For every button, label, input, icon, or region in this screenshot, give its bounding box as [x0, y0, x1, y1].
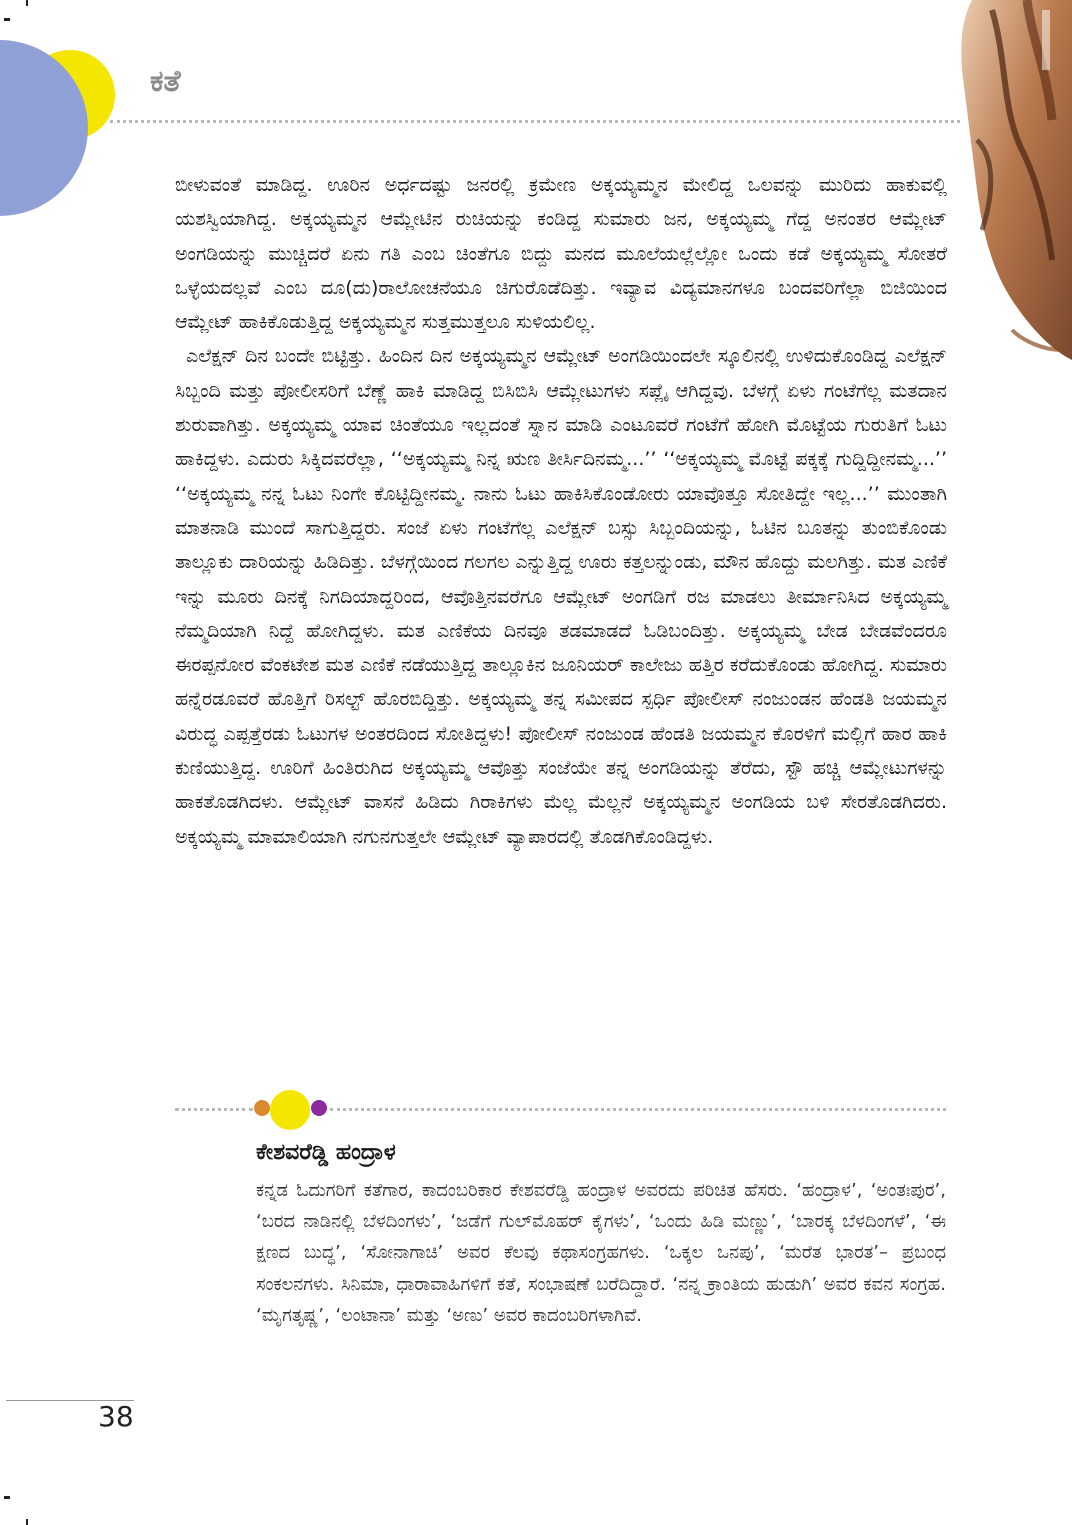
decorative-circles: [0, 40, 130, 260]
story-paragraph: ಬೀಳುವಂತೆ ಮಾಡಿದ್ದ. ಊರಿನ ಅರ್ಧದಷ್ಟು ಜನರಲ್ಲಿ ಕ್ರಮೇಣ ಅಕ್ಕಯ್ಯಮ್ಮನ ಮೇಲಿದ್ದ ಒಲವನ್ನು ಮುರಿದು ಹಾಕುವಲ್ಲಿ ಯಶಸ್ವಿಯಾಗಿದ್ದ. ಅಕ್ಕಯ್ಯಮ್ಮನ ಆಮ್ಲೇಟಿನ ರುಚಿಯನ್ನು ಕಂಡಿದ್ದ ಸುಮಾರು ಜನ, ಅಕ್ಕಯ್ಯಮ್ಮ ಗೆದ್ದ ಅನಂತರ ಆಮ್ಲೇಟ್ ಅಂಗಡಿಯನ್ನು ಮುಚ್ಚಿದರೆ ಏನು ಗತಿ ಎಂಬ ಚಿಂತೆಗೂ ಬಿದ್ದು ಮನದ ಮೂಲೆಯಲ್ಲೆಲ್ಲೋ ಒಂದು ಕಡೆ ಅಕ್ಕಯ್ಯಮ್ಮ ಸೋತರೆ ಒಳ್ಳೆಯದಲ್ಲವೆ ಎಂಬ ದೂ(ದು)ರಾಲೋಚನೆಯೂ ಚಿಗುರೊಡೆದಿತ್ತು. ಇವ್ಯಾವ ವಿದ್ಯಮಾನಗಳೂ ಬಂದವರಿಗೆಲ್ಲಾ ಬಿಜಿಯಿಂದ ಆಮ್ಲೇಟ್ ಹಾಕಿಕೊಡುತ್ತಿದ್ದ ಅಕ್ಕಯ್ಯಮ್ಮನ ಸುತ್ತಮುತ್ತಲೂ ಸುಳಿಯಲಿಲ್ಲ.: [175, 174, 947, 334]
divider-dotted-rule-right: [330, 1108, 946, 1111]
crop-mark-bottom-left: [4, 1496, 10, 1499]
page-number: 38: [98, 1400, 134, 1433]
story-body: [175, 168, 947, 854]
section-title: ಕತೆ: [150, 64, 181, 99]
crop-mark-top: [26, 0, 28, 6]
author-note: [256, 1140, 946, 1331]
crop-mark-bottom: [26, 1519, 28, 1525]
purple-dot: [311, 1100, 327, 1116]
orange-dot: [254, 1100, 270, 1116]
story-paragraph: ಎಲೆಕ್ಷನ್ ದಿನ ಬಂದೇ ಬಿಟ್ಟಿತ್ತು. ಹಿಂದಿನ ದಿನ ಅಕ್ಕಯ್ಯಮ್ಮನ ಆಮ್ಲೇಟ್ ಅಂಗಡಿಯಿಂದಲೇ ಸ್ಕೂಲಿನಲ್ಲಿ ಉಳಿದುಕೊಂಡಿದ್ದ ಎಲೆಕ್ಷನ್ ಸಿಬ್ಬಂದಿ ಮತ್ತು ಪೋಲೀಸರಿಗೆ ಬೆಣ್ಣೆ ಹಾಕಿ ಮಾಡಿದ್ದ ಬಿಸಿಬಿಸಿ ಆಮ್ಲೇಟುಗಳು ಸಪ್ಲೈ ಆಗಿದ್ದವು. ಬೆಳಗ್ಗೆ ಏಳು ಗಂಟೆಗೆಲ್ಲ ಮತದಾನ ಶುರುವಾಗಿತ್ತು. ಅಕ್ಕಯ್ಯಮ್ಮ ಯಾವ ಚಿಂತೆಯೂ ಇಲ್ಲದಂತೆ ಸ್ನಾನ ಮಾಡಿ ಎಂಟೂವರೆ ಗಂಟೆಗೆ ಹೋಗಿ ಮೊಟ್ಟೆಯ ಗುರುತಿಗೆ ಓಟು ಹಾಕಿದ್ದಳು. ಎದುರು ಸಿಕ್ಕಿದವರೆಲ್ಲಾ, ‘‘ಅಕ್ಕಯ್ಯಮ್ಮ ನಿನ್ನ ಋಣ ತೀರ್ಸಿದಿನಮ್ಮ...’’ ‘‘ಅಕ್ಕಯ್ಯಮ್ಮ ಮೊಟ್ಟೆ ಪಕ್ಕಕ್ಕೆ ಗುದ್ದಿದ್ದೀನಮ್ಮ...’’ ‘‘ಅಕ್ಕಯ್ಯಮ್ಮ ನನ್ನ ಓಟು ನಿಂಗೇ ಕೊಟ್ಟಿದ್ದೀನಮ್ಮ. ನಾನು ಓಟು ಹಾಕಿಸಿಕೊಂಡೋರು ಯಾವೊತ್ತೂ ಸೋತಿದ್ದೇ ಇಲ್ಲ...’’ ಮುಂತಾಗಿ ಮಾತನಾಡಿ ಮುಂದೆ ಸಾಗುತ್ತಿದ್ದರು. ಸಂಜೆ ಏಳು ಗಂಟೆಗೆಲ್ಲ ಎಲೆಕ್ಷನ್ ಬಸ್ಸು ಸಿಬ್ಬಂದಿಯನ್ನು, ಓಟಿನ ಬೂತನ್ನು ತುಂಬಿಕೊಂಡು ತಾಲ್ಲೂಕು ದಾರಿಯನ್ನು ಹಿಡಿದಿತ್ತು. ಬೆಳಗ್ಗೆಯಿಂದ ಗಲಗಲ ಎನ್ನುತ್ತಿದ್ದ ಊರು ಕತ್ತಲನ್ನುಂಡು, ಮೌನ ಹೊದ್ದು ಮಲಗಿತ್ತು. ಮತ ಎಣಿಕೆ ಇನ್ನು ಮೂರು ದಿನಕ್ಕೆ ನಿಗದಿಯಾದ್ದರಿಂದ, ಆವೊತ್ತಿನವರೆಗೂ ಆಮ್ಲೇಟ್ ಅಂಗಡಿಗೆ ರಜ ಮಾಡಲು ತೀರ್ಮಾನಿಸಿದ ಅಕ್ಕಯ್ಯಮ್ಮ ನೆಮ್ಮದಿಯಾಗಿ ನಿದ್ದೆ ಹೋಗಿದ್ದಳು. ಮತ ಎಣಿಕೆಯ ದಿನವೂ ತಡಮಾಡದೆ ಓಡಿಬಂದಿತ್ತು. ಅಕ್ಕಯ್ಯಮ್ಮ ಬೇಡ ಬೇಡವೆಂದರೂ ಈರಪ್ಪನೋರ ವೆಂಕಟೇಶ ಮತ ಎಣಿಕೆ ನಡೆಯುತ್ತಿದ್ದ ತಾಲ್ಲೂಕಿನ ಜೂನಿಯರ್ ಕಾಲೇಜು ಹತ್ತಿರ ಕರೆದುಕೊಂಡು ಹೋಗಿದ್ದ. ಸುಮಾರು ಹನ್ನೆರಡೂವರೆ ಹೊತ್ತಿಗೆ ರಿಸಲ್ಟ್ ಹೊರಬಿದ್ದಿತ್ತು. ಅಕ್ಕಯ್ಯಮ್ಮ ತನ್ನ ಸಮೀಪದ ಸ್ಪರ್ಧಿ ಪೋಲೀಸ್ ನಂಜುಂಡನ ಹೆಂಡತಿ ಜಯಮ್ಮನ ವಿರುದ್ಧ ಎಪ್ಪತ್ತೆರಡು ಓಟುಗಳ ಅಂತರದಿಂದ ಸೋತಿದ್ದಳು! ಪೋಲೀಸ್ ನಂಜುಂಡ ಹೆಂಡತಿ ಜಯಮ್ಮನ ಕೊರಳಿಗೆ ಮಲ್ಲಿಗೆ ಹಾರ ಹಾಕಿ ಕುಣಿಯುತ್ತಿದ್ದ. ಊರಿಗೆ ಹಿಂತಿರುಗಿದ ಅಕ್ಕಯ್ಯಮ್ಮ ಆವೊತ್ತು ಸಂಜೆಯೇ ತನ್ನ ಅಂಗಡಿಯನ್ನು ತೆರೆದು, ಸ್ಟೌ ಹಚ್ಚಿ ಆಮ್ಲೇಟುಗಳನ್ನು ಹಾಕತೊಡಗಿದಳು. ಆಮ್ಲೇಟ್ ವಾಸನೆ ಹಿಡಿದು ಗಿರಾಕಿಗಳು ಮೆಲ್ಲ ಮೆಲ್ಲನೆ ಅಕ್ಕಯ್ಯಮ್ಮನ ಅಂಗಡಿಯ ಬಳಿ ಸೇರತೊಡಗಿದರು. ಅಕ್ಕಯ್ಯಮ್ಮ ಮಾಮಾಲಿಯಾಗಿ ನಗುನಗುತ್ತಲೇ ಆಮ್ಲೇಟ್ ವ್ಯಾಪಾರದಲ್ಲಿ ತೊಡಗಿಕೊಂಡಿದ್ದಳು.: [175, 345, 947, 848]
divider-dotted-rule-left: [175, 1108, 253, 1111]
yellow-dot: [270, 1090, 310, 1130]
author-bio: ಕನ್ನಡ ಓದುಗರಿಗೆ ಕತೆಗಾರ, ಕಾದಂಬರಿಕಾರ ಕೇಶವರೆಡ್ಡಿ ಹಂದ್ರಾಳ ಅವರದು ಪರಿಚಿತ ಹೆಸರು. ‘ಹಂದ್ರಾಳ’, ‘ಅಂತಃಪುರ’, ‘ಬರದ ನಾಡಿನಲ್ಲಿ ಬೆಳದಿಂಗಳು’, ‘ಜಡೆಗೆ ಗುಲ್‌ಮೊಹರ್ ಕೈಗಳು’, ‘ಒಂದು ಹಿಡಿ ಮಣ್ಣು’, ‘ಬಾರಕ್ಕ ಬೆಳದಿಂಗಳೆ’, ‘ಈ ಕ್ಷಣದ ಬುದ್ಧ’, ‘ಸೋನಾಗಾಚಿ’ ಅವರ ಕೆಲವು ಕಥಾಸಂಗ್ರಹಗಳು. ‘ಒಕ್ಕಲ ಒನಪು’, ‘ಮರೆತ ಭಾರತ’– ಪ್ರಬಂಧ ಸಂಕಲನಗಳು. ಸಿನಿಮಾ, ಧಾರಾವಾಹಿಗಳಿಗೆ ಕತೆ, ಸಂಭಾಷಣೆ ಬರೆದಿದ್ದಾರೆ. ‘ನನ್ನ ಕ್ರಾಂತಿಯ ಹುಡುಗಿ’ ಅವರ ಕವನ ಸಂಗ್ರಹ. ‘ಮೃಗತೃಷ್ಣ’, ‘ಲಂಟಾನಾ’ ಮತ್ತು ‘ಅಣು’ ಅವರ ಕಾದಂಬರಿಗಳಾಗಿವೆ.: [256, 1180, 946, 1326]
author-name: ಕೇಶವರೆಡ್ಡಿ ಹಂದ್ರಾಳ: [256, 1140, 396, 1165]
crop-mark-top-left: [4, 18, 10, 21]
divider-dots-ornament: [252, 1088, 332, 1132]
brush-painting-illustration: [952, 0, 1072, 370]
header-dotted-rule: [110, 120, 960, 123]
